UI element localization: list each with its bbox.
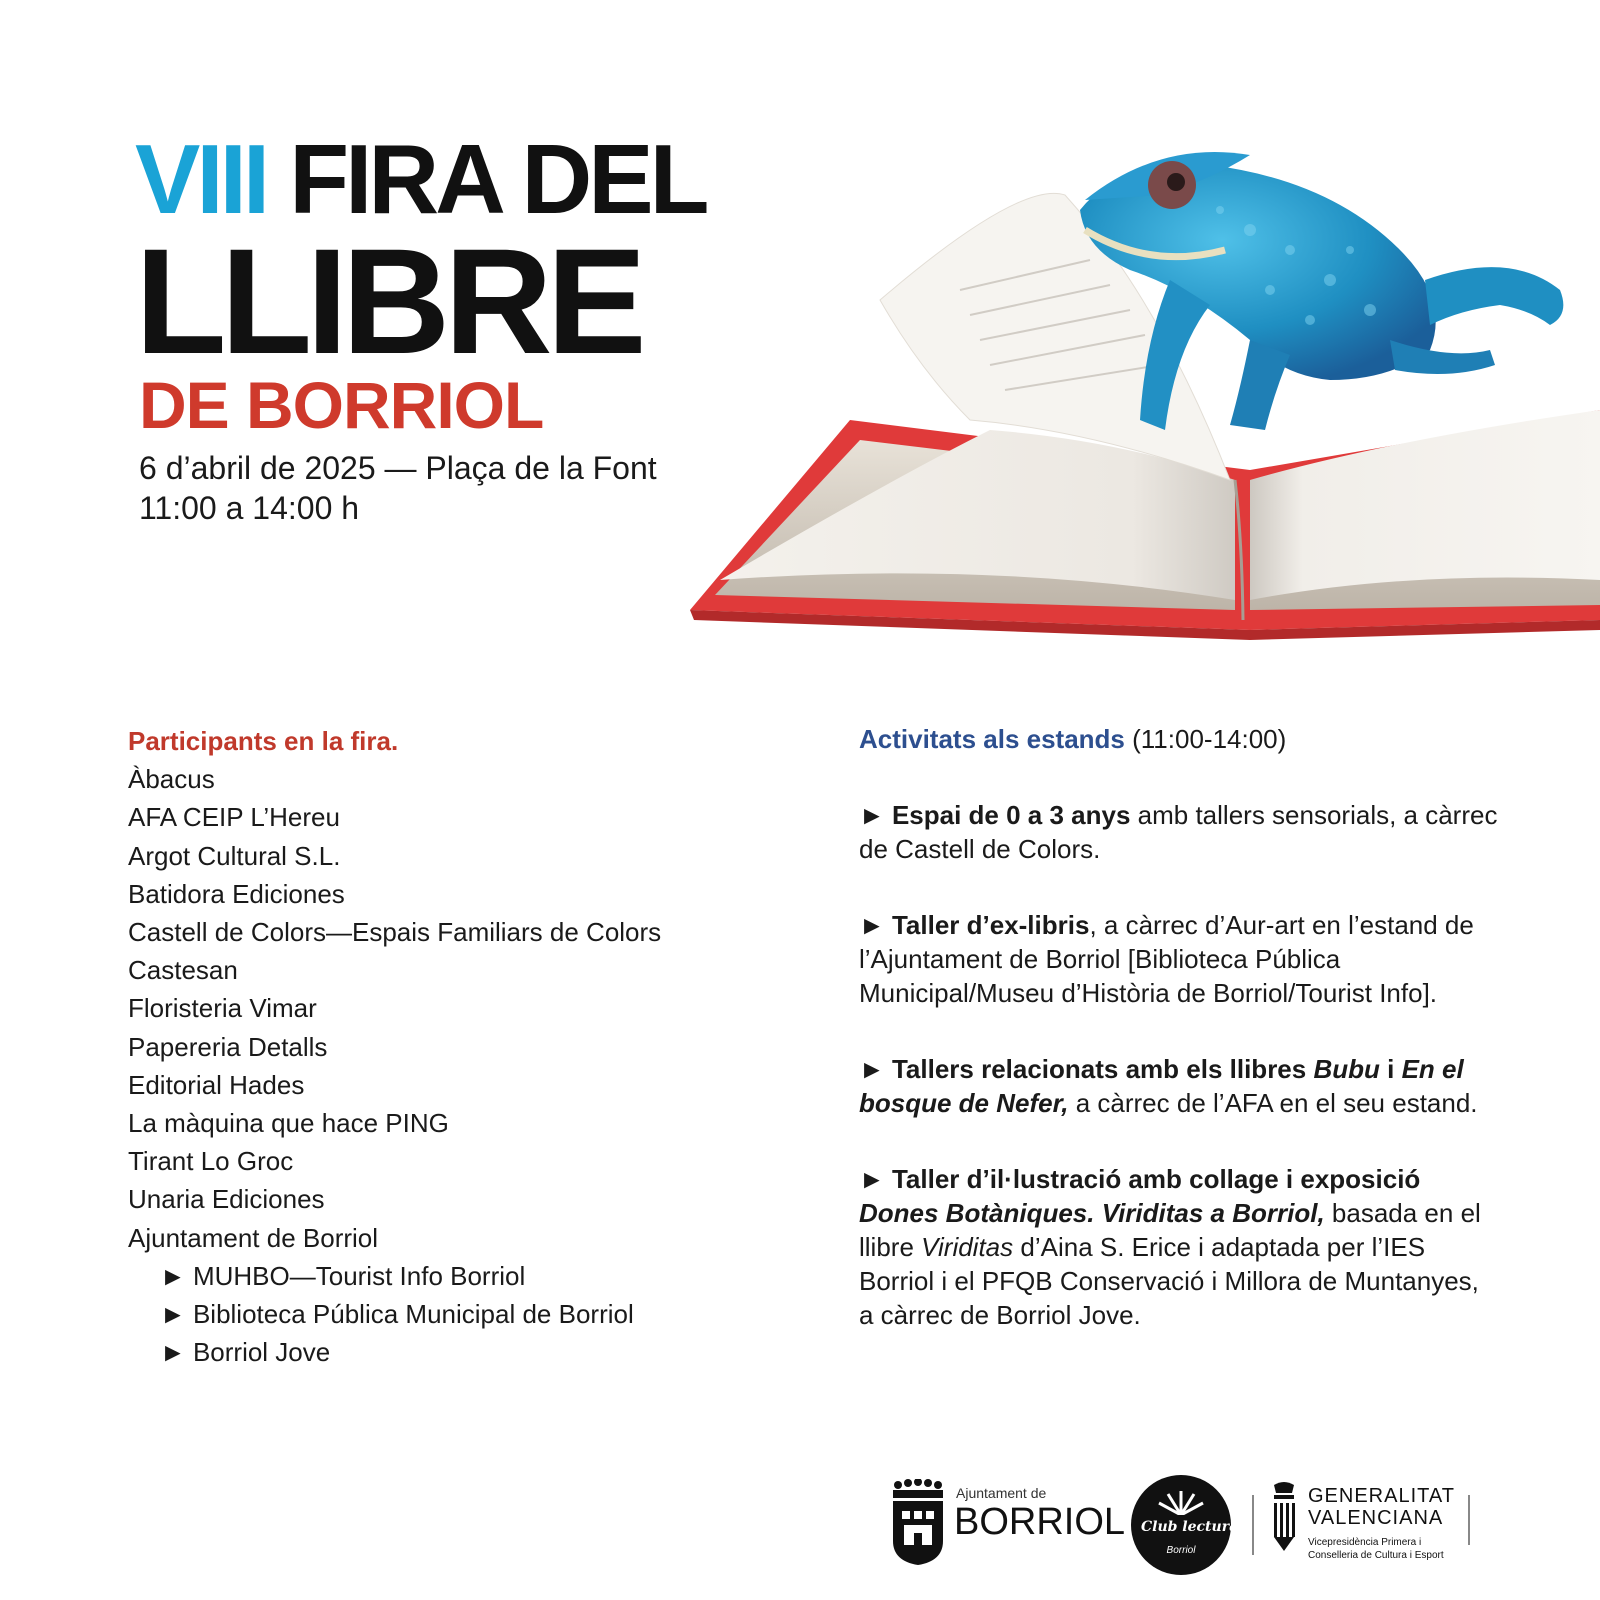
activities-heading-line <box>859 722 1499 756</box>
activity-title: ► Taller d’il·lustració amb collage i exposició <box>859 1164 1421 1194</box>
ajuntament-label-big: BORRIOL <box>954 1501 1126 1543</box>
participants-list <box>128 722 748 1371</box>
participant-item: Castell de Colors—Espais Familiars de Colors <box>128 917 662 948</box>
activities-section <box>859 722 1499 1332</box>
sponsor-logos <box>890 1475 1490 1575</box>
generalitat-line2: VALENCIANA <box>1308 1507 1444 1529</box>
participant-item: Tirant Lo Groc <box>128 1146 294 1177</box>
book-title-nefer: En el bosque de Nefer, <box>859 1054 1464 1118</box>
activity-text: a càrrec de l’AFA en el seu estand. <box>1068 1088 1478 1118</box>
generalitat-crest-icon <box>1270 1479 1298 1551</box>
club-sublabel: Borriol <box>1166 1545 1196 1556</box>
activities-hours: (11:00-14:00) <box>1124 724 1287 754</box>
title-de-borriol: DE BORRIOL <box>139 368 544 442</box>
chameleon-on-book-image <box>690 140 1600 640</box>
participant-item: Ajuntament de Borriol <box>128 1222 379 1253</box>
event-hours: 11:00 a 14:00 h <box>139 490 360 526</box>
activity-item <box>859 1162 1499 1332</box>
activity-text: basada en el llibre <box>859 1198 1481 1262</box>
ajuntament-label-small: Ajuntament de <box>956 1485 1047 1501</box>
participant-item: Batidora Ediciones <box>128 878 345 909</box>
event-date-info <box>139 448 657 528</box>
participant-item: Floristeria Vimar <box>128 993 317 1024</box>
exhibition-title: Dones Botàniques. Viriditas a Borriol, <box>859 1198 1325 1228</box>
participant-item: Editorial Hades <box>128 1069 305 1100</box>
activity-item <box>859 798 1499 866</box>
activity-connector: i <box>1379 1054 1402 1084</box>
activity-item <box>859 1052 1499 1120</box>
generalitat-line1: GENERALITAT <box>1308 1485 1455 1507</box>
club-lectura-badge <box>1131 1475 1239 1575</box>
book-title-bubu: Bubu <box>1313 1054 1380 1084</box>
activity-title: ► Taller d’ex-libris <box>859 910 1090 940</box>
generalitat-sub1: Vicepresidència Primera i <box>1308 1537 1422 1548</box>
participants-heading: Participants en la fira. <box>128 726 399 756</box>
participant-subitem: ► Biblioteca Pública Municipal de Borriol <box>160 1299 634 1330</box>
participant-item: Argot Cultural S.L. <box>128 840 341 871</box>
activity-text: amb tallers sensorials, a càrrec de Castell de Colors. <box>859 800 1498 864</box>
activity-text: d’Aina S. Erice i adaptada per l’IES Borriol i el PFQB Conservació i Millora de Muntanyes, a càrrec de Borriol Jove. <box>859 1232 1479 1330</box>
participant-item: Castesan <box>128 955 238 986</box>
participant-item: La màquina que hace PING <box>128 1108 449 1139</box>
generalitat-sub2: Conselleria de Cultura i Esport <box>1308 1550 1444 1561</box>
title-llibre: LLIBRE <box>135 217 641 385</box>
activity-text: , a càrrec d’Aur-art en l’estand de l’Ajuntament de Borriol [Biblioteca Pública Municipal/Museu d’Història de Borriol/Tourist Info]. <box>859 910 1474 1008</box>
participant-item: Àbacus <box>128 764 215 795</box>
club-label: Club lectura <box>1141 1519 1239 1535</box>
logo-divider <box>1252 1495 1254 1555</box>
ajuntament-shield-icon <box>890 1479 946 1565</box>
participant-subitem: ► Borriol Jove <box>160 1337 331 1368</box>
title-fira-del: FIRA DEL <box>289 124 706 234</box>
edition-number: VIII <box>135 124 267 234</box>
book-title-viriditas: Viriditas <box>921 1232 1014 1262</box>
participant-subitem: ► MUHBO—Tourist Info Borriol <box>160 1260 526 1291</box>
participant-item: AFA CEIP L’Hereu <box>128 802 340 833</box>
activity-item <box>859 908 1499 1010</box>
logo-divider <box>1468 1495 1470 1545</box>
participant-item: Papereria Detalls <box>128 1031 328 1062</box>
participant-item: Unaria Ediciones <box>128 1184 325 1215</box>
title-line-1 <box>135 124 706 234</box>
date-place: 6 d’abril de 2025 — Plaça de la Font <box>139 450 657 486</box>
activities-heading: Activitats als estands <box>859 724 1125 754</box>
sunburst-icon <box>1156 1489 1206 1515</box>
activity-title: ► Tallers relacionats amb els llibres <box>859 1054 1314 1084</box>
activity-title: ► Espai de 0 a 3 anys <box>859 800 1131 830</box>
